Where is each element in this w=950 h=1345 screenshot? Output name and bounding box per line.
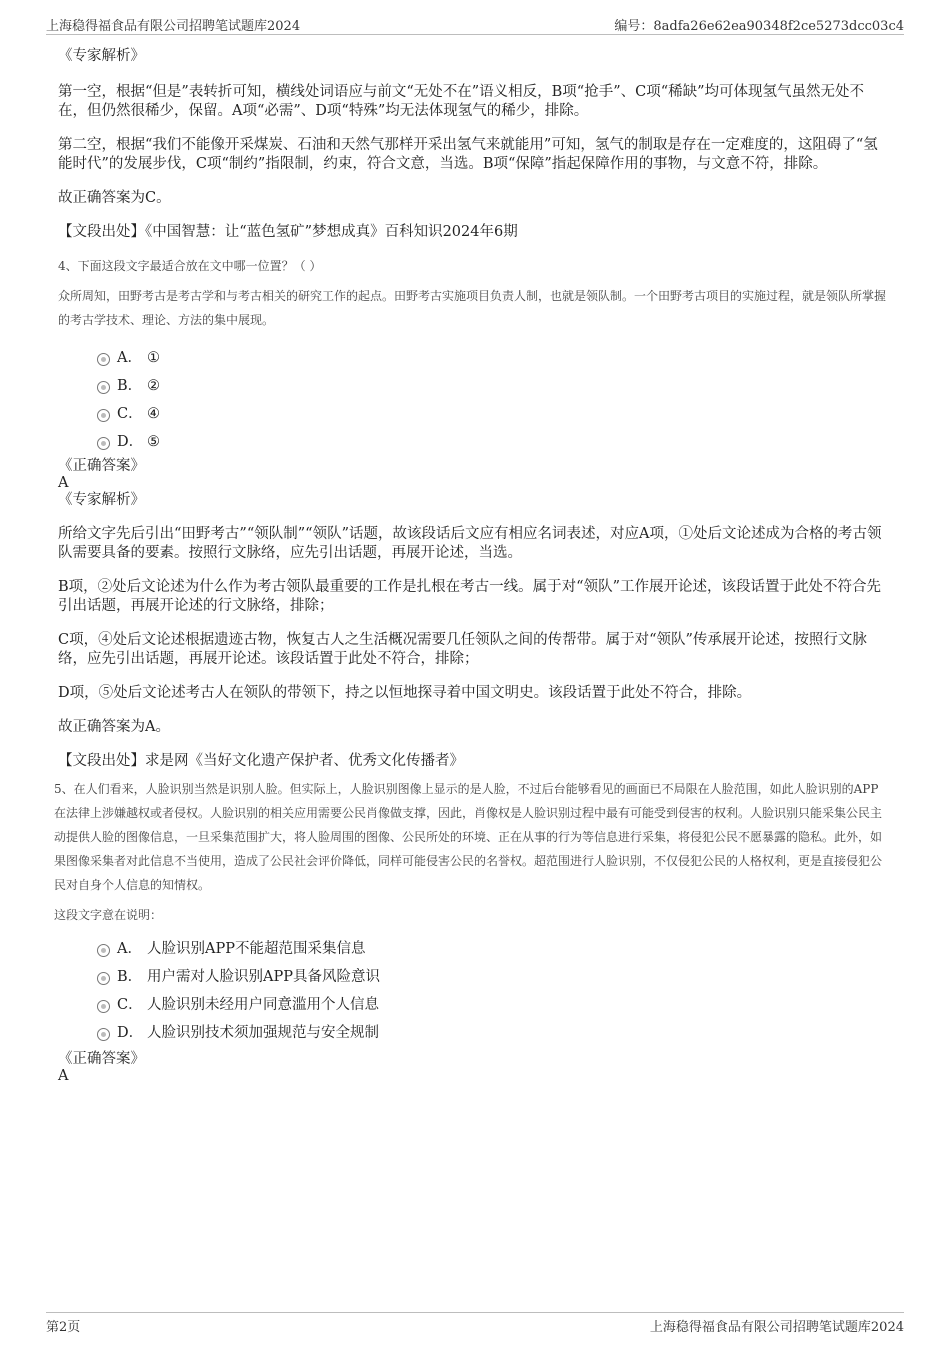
q4-options — [58, 346, 888, 458]
radio-icon[interactable] — [97, 437, 110, 450]
option-key: A． — [117, 941, 142, 957]
q4-option-d[interactable] — [58, 430, 888, 458]
q4-analysis-para4: D项，⑤处后文论述考古人在领队的带领下，持之以恒地探寻着中国文明史。该段话置于此处不符合，排除。 — [58, 685, 752, 701]
q4-analysis-label: 《专家解析》 — [58, 492, 145, 508]
q4-analysis-para3: C项，④处后文论述根据遗迹古物，恢复古人之生活概况需要几任领队之间的传帮带。属于对“领队”传承展开论述，按照行文脉络，应先引出话题，再展开论述。该段话置于此处不符合，排除； — [58, 632, 867, 667]
radio-icon[interactable] — [97, 944, 110, 957]
q3-source: 【文段出处】《中国智慧：让“蓝色氢矿”梦想成真》百科知识2024年6期 — [58, 224, 518, 240]
q4-option-a[interactable] — [58, 346, 888, 374]
option-key: D． — [117, 434, 144, 450]
header-title: 上海稳得福食品有限公司招聘笔试题库2024 — [46, 19, 301, 34]
q5-options — [58, 937, 888, 1049]
page-content — [54, 44, 888, 1085]
q4-conclusion: 故正确答案为A。 — [58, 719, 170, 735]
q4-analysis-para2: B项，②处后文论述为什么作为考古领队最重要的工作是扎根在考古一线。属于对“领队”工作展开论述，该段话置于此处不符合先引出话题，再展开论述的行文脉络，排除； — [58, 579, 881, 614]
q4-answer: A — [58, 475, 69, 491]
q4-option-c[interactable] — [58, 402, 888, 430]
option-text: 人脸识别APP不能超范围采集信息 — [147, 941, 366, 957]
radio-icon[interactable] — [97, 353, 110, 366]
q5-option-c[interactable] — [58, 993, 888, 1021]
q5-option-d[interactable] — [58, 1021, 888, 1049]
page-header — [46, 14, 904, 35]
option-key: D． — [117, 1025, 144, 1041]
q3-analysis-label: 《专家解析》 — [58, 48, 145, 64]
q3-conclusion: 故正确答案为C。 — [58, 190, 171, 206]
option-key: B． — [117, 969, 143, 985]
option-text: 用户需对人脸识别APP具备风险意识 — [147, 969, 380, 985]
radio-icon[interactable] — [97, 972, 110, 985]
radio-icon[interactable] — [97, 381, 110, 394]
q4-answer-label: 《正确答案》 — [58, 458, 145, 474]
option-key: C． — [117, 406, 143, 422]
q3-analysis-para2: 第二空，根据“我们不能像开采煤炭、石油和天然气那样开采出氢气来就能用”可知，氢气的制取是存在一定难度的，这阻碍了“氢能时代”的发展步伐，C项“制约”指限制，约束，符合文意，当选。B项“保障”指起保障作用的事物，与文意不符，排除。 — [58, 137, 878, 172]
page-footer — [46, 1312, 904, 1335]
option-text: 人脸识别技术须加强规范与安全规制 — [147, 1025, 379, 1041]
q5-answer: A — [58, 1068, 69, 1084]
q4-analysis-para1: 所给文字先后引出“田野考古”“领队制”“领队”话题，故该段话后文应有相应名词表述，对应A项，①处后文论述成为合格的考古领队需要具备的要素。按照行文脉络，应先引出话题，再展开论述，当选。 — [58, 526, 882, 561]
q5-option-b[interactable] — [58, 965, 888, 993]
q4-passage: 众所周知，田野考古是考古学和与考古相关的研究工作的起点。田野考古实施项目负责人制，也就是领队制。一个田野考古项目的实施过程，就是领队所掌握的考古学技术、理论、方法的集中展现。 — [58, 289, 887, 327]
q3-analysis-para1: 第一空，根据“但是”表转折可知，横线处词语应与前文“无处不在”语义相反，B项“抢手”、C项“稀缺”均可体现氢气虽然无处不在，但仍然很稀少，保留。A项“必需”、D项“特殊”均无法体现氢气的稀少，排除。 — [58, 84, 865, 119]
option-text: ④ — [147, 406, 160, 422]
radio-icon[interactable] — [97, 1000, 110, 1013]
q4-question: 4、下面这段文字最适合放在文中哪一位置？（ ） — [58, 259, 322, 273]
radio-icon[interactable] — [97, 1028, 110, 1041]
option-text: ⑤ — [147, 434, 160, 450]
footer-page-number: 第2页 — [46, 1320, 81, 1335]
footer-title: 上海稳得福食品有限公司招聘笔试题库2024 — [649, 1320, 904, 1335]
radio-icon[interactable] — [97, 409, 110, 422]
q5-question: 5、在人们看来，人脸识别当然是识别人脸。但实际上，人脸识别图像上显示的是人脸，不过后台能够看见的画面已不局限在人脸范围，如此人脸识别的APP在法律上涉嫌越权或者侵权。人脸识别的相关应用需要公民肖像做支撑，因此，肖像权是人脸识别过程中最有可能受到侵害的权利。人脸识别只能采集公民主动提供人脸的图像信息，一旦采集范围扩大，将人脸周围的图像、公民所处的环境、正在从事的行为等信息进行采集，将侵犯公民不愿暴露的隐私。此外，如果图像采集者对此信息不当使用，造成了公民社会评价降低，同样可能侵害公民的名誉权。超范围进行人脸识别，不仅侵犯公民的人格权利，更是直接侵犯公民对自身个人信息的知情权。 — [54, 782, 883, 892]
option-text: 人脸识别未经用户同意滥用个人信息 — [147, 997, 379, 1013]
q4-source: 【文段出处】求是网《当好文化遗产保护者、优秀文化传播者》 — [58, 753, 464, 769]
q5-option-a[interactable] — [58, 937, 888, 965]
option-key: B． — [117, 378, 143, 394]
q4-option-b[interactable] — [58, 374, 888, 402]
option-text: ② — [147, 378, 160, 394]
q5-answer-label: 《正确答案》 — [58, 1051, 145, 1067]
option-key: A． — [117, 350, 142, 366]
header-doc-id: 编号：8adfa26e62ea90348f2ce5273dcc03c4 — [614, 19, 904, 34]
q5-prompt: 这段文字意在说明： — [54, 908, 163, 922]
option-text: ① — [147, 350, 160, 366]
option-key: C． — [117, 997, 143, 1013]
